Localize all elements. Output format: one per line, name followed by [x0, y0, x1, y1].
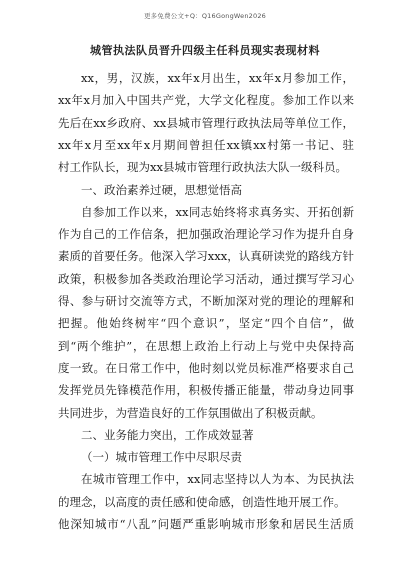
body-line: xx年x月加入中国共产党，大学文化程度。参加工作以来	[58, 93, 354, 108]
body-line: 得、参与研讨交流等方式，不断加深对党的理论的理解和	[58, 294, 354, 308]
body-line: 到“两个维护”，在思想上政治上行动上与党中央保持高	[58, 338, 354, 353]
body-line: 自参加工作以来，xx同志始终将求真务实、开拓创新	[81, 204, 354, 219]
body-line: 共同进步，为营造良好的工作氛围做出了积极贡献。	[58, 405, 323, 420]
body-line: 村工作队长，现为xx县城市管理行政执法大队一级科员。	[58, 160, 347, 175]
header-note: 更多免费公文+Q：Q16GongWen2026	[143, 12, 267, 20]
body-line: 他深知城市“八乱”问题严重影响城市形象和居民生活质	[58, 517, 354, 531]
body-line: 作为自己的工作信条，把加强政治理论学习作为提升自身	[58, 227, 354, 242]
body-line: （一）城市管理工作中尽职尽责	[81, 450, 242, 465]
body-line: 的理念，以高度的责任感和使命感，创造性地开展工作。	[58, 494, 346, 509]
body-line: 素质的首要任务。他深入学习xxx，认真研读党的路线方针	[58, 249, 354, 264]
body-line: 在城市管理工作中，xx同志坚持以人为本、为民执法	[81, 472, 354, 487]
body-line: 政策，积极参加各类政治理论学习活动，通过撰写学习心	[58, 271, 354, 286]
body-line: 把握。他始终树牢“四个意识”，坚定“四个自信”，做	[58, 316, 354, 331]
body-line: 先后在xx乡政府、xx县城市管理行政执法局等单位工作，	[58, 115, 354, 130]
body-line: 一、政治素养过硬，思想觉悟高	[81, 182, 242, 197]
body-line: 发挥党员先锋模范作用，积极传播正能量，带动身边同事	[58, 383, 354, 398]
body-line: xx年x月至xx年x月期间曾担任xx镇xx村第一书记、驻	[58, 137, 354, 152]
body-line: 度一致。在日常工作中，他时刻以党员标准严格要求自己	[58, 360, 354, 375]
body-line: 二、业务能力突出，工作成效显著	[81, 427, 254, 442]
body-line: xx，男，汉族，xx年x月出生，xx年x月参加工作，	[81, 71, 354, 85]
document-title: 城管执法队员晋升四级主任科员现实表现材料	[90, 44, 320, 57]
